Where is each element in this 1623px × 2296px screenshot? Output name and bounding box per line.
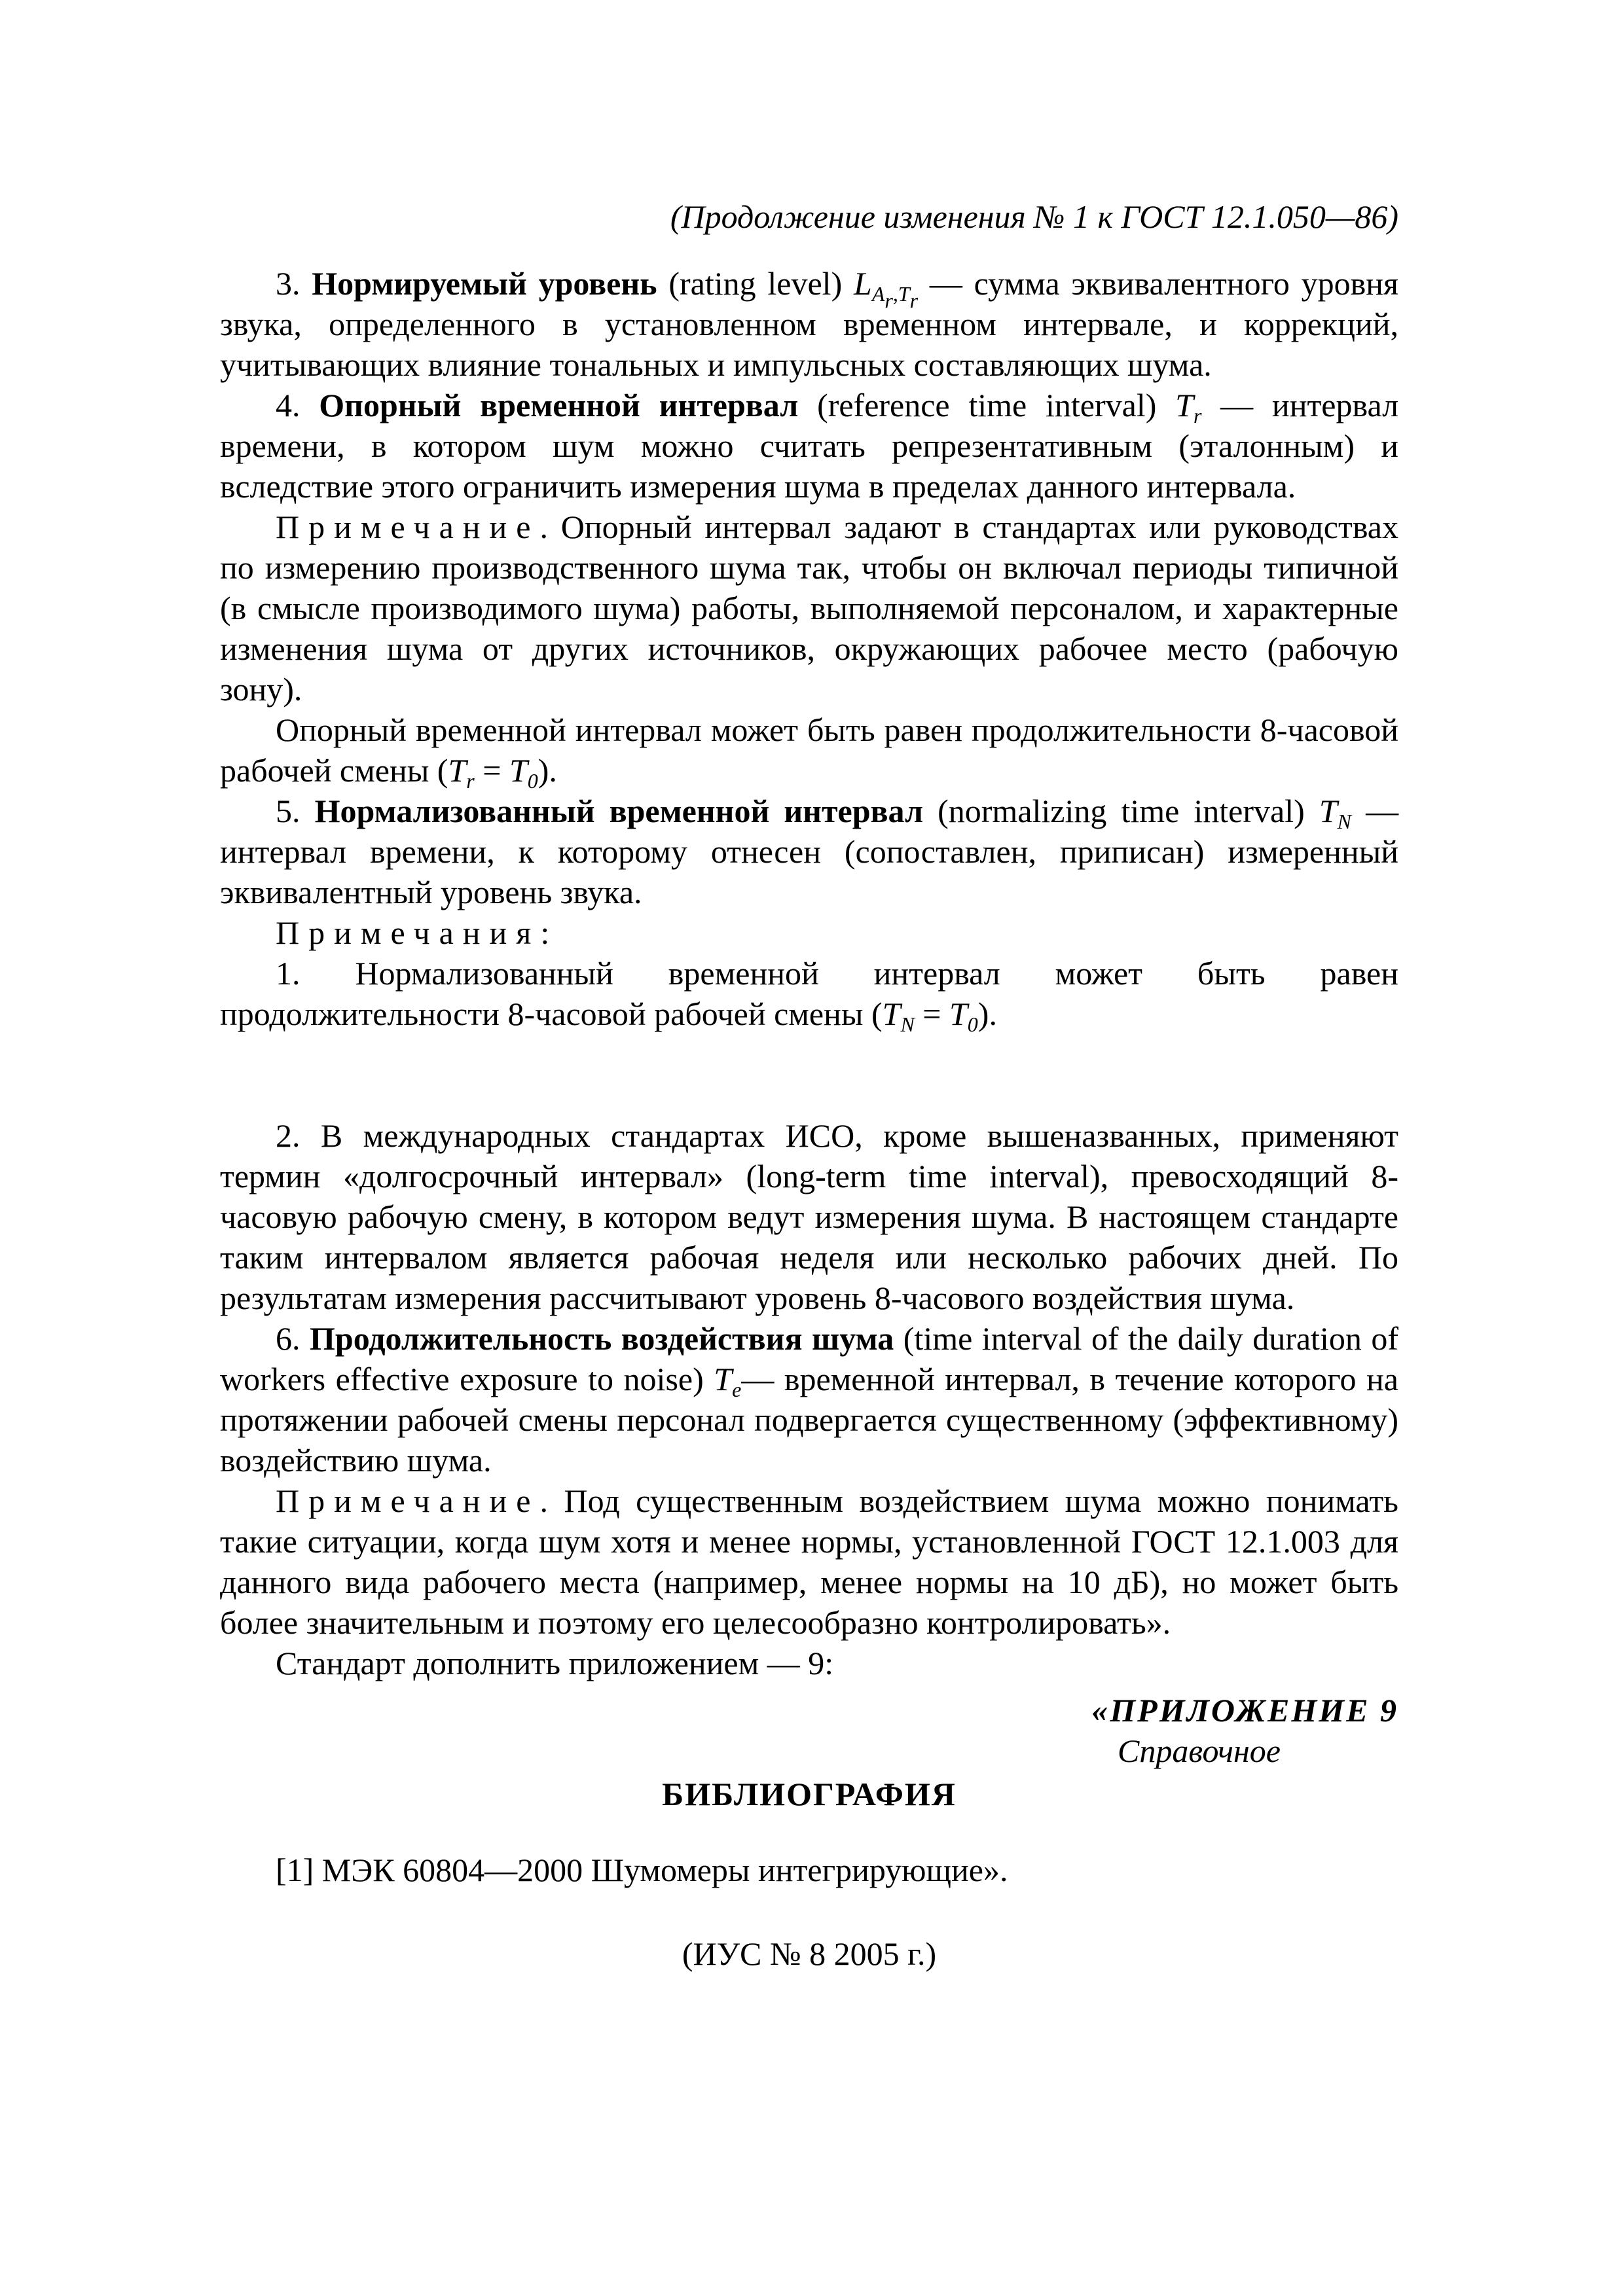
- item-5-term: Нормализованный временной интервал: [314, 793, 924, 829]
- bibliography-title: БИБЛИОГРАФИЯ: [662, 1776, 957, 1812]
- item-4-symbol: $T_r$: [1175, 387, 1202, 427]
- note-4: [220, 507, 1398, 709]
- item-4-en: (reference time interval): [817, 387, 1157, 423]
- item-4-number: 4.: [276, 387, 301, 423]
- spacer: [220, 1034, 1398, 1115]
- bibliography-ref-1: [1] МЭК 60804—2000 Шумомеры интегрирующие».: [276, 1852, 1008, 1888]
- note-4-text: . Опорный интервал задают в стандартах или руководствах по измерению производственного шума так, чтобы он включал периоды типичной (в смысле производимого шума) работы, выполняемой персоналом, и характерные изменения шума от других источников, окружающих рабочее место (рабочую зону).: [220, 509, 1398, 708]
- supplement-line: Стандарт дополнить приложением — 9:: [276, 1645, 834, 1681]
- item-3-symbol: $L_{A_r,T_r}$: [854, 265, 919, 312]
- item-5-number: 5.: [276, 793, 301, 829]
- item-5-symbol: $T_N$: [1319, 793, 1351, 833]
- note-4-label: Примечание: [276, 509, 540, 545]
- appendix-subtitle: Справочное: [1118, 1732, 1281, 1769]
- note-4b: Опорный временной интервал может быть равен продолжительности 8-часовой рабочей смены $(T_r = T_0)$.: [220, 711, 1398, 793]
- item-4: [220, 385, 1398, 507]
- item-6: [220, 1318, 1398, 1480]
- ius-reference: (ИУС № 8 2005 г.): [682, 1935, 937, 1972]
- note-6: [220, 1480, 1398, 1643]
- item-6-en: (time interval of the daily duration of workers effective exposure to noise): [220, 1320, 1398, 1397]
- item-3-en: (rating level): [668, 265, 843, 302]
- item-3-term: Нормируемый уровень: [312, 265, 657, 302]
- note-5-1: 1. Нормализованный временной интервал может быть равен продолжительности 8-часовой рабочей смены $(T_N = T_0)$.: [220, 955, 1398, 1036]
- note-6-text: . Под существенным воздействием шума можно понимать такие ситуации, когда шум хотя и менее нормы, установленной ГОСТ 12.1.003 для данного вида рабочего места (например, менее нормы на 10 дБ), но может быть более значительным и поэтому его целесообразно контролировать».: [220, 1482, 1398, 1641]
- page-header: (Продолжение изменения № 1 к ГОСТ 12.1.050—86): [670, 198, 1398, 235]
- item-5: [220, 791, 1398, 912]
- item-6-text: — временной интервал, в течение которого на протяжении рабочей смены персонал подвергается существенному (эффективному) воздействию шума.: [220, 1361, 1399, 1479]
- item-5-en: (normalizing time interval): [938, 793, 1305, 829]
- notes-5-label: Примечания:: [276, 914, 550, 951]
- note-5-2: 2. В международных стандартах ИСО, кроме вышеназванных, применяют термин «долгосрочный интервал» (long-term time interval), превосходящий 8-часовую рабочую смену, в котором ведут измерения шума. В настоящем стандарте таким интервалом является рабочая неделя или несколько рабочих дней. По результатам измерения рассчитывают уровень 8-часового воздействия шума.: [220, 1117, 1398, 1316]
- document-page: [220, 196, 1398, 1974]
- item-6-term: Продолжительность воздействия шума: [310, 1320, 894, 1357]
- item-6-symbol: $T_e$: [714, 1361, 742, 1401]
- item-3-number: 3.: [276, 265, 301, 302]
- item-3-text: — сумма эквивалентного уровня звука, определенного в установленном временном интервале, и коррекций, учитывающих влияние тональных и импульсных составляющих шума.: [220, 265, 1399, 383]
- item-3: [220, 263, 1398, 385]
- item-5-text: — интервал времени, к которому отнесен (сопоставлен, приписан) измеренный эквивалентный уровень звука.: [220, 793, 1399, 910]
- appendix-heading: [220, 1690, 1398, 1771]
- item-4-text: — интервал времени, в котором шум можно считать репрезентативным (эталонным) и вследствие этого ограничить измерения шума в пределах данного интервала.: [220, 387, 1399, 505]
- item-6-number: 6.: [276, 1320, 301, 1357]
- note-6-label: Примечание: [276, 1482, 540, 1519]
- item-4-term: Опорный временной интервал: [319, 387, 799, 423]
- appendix-title: «ПРИЛОЖЕНИЕ 9: [1091, 1692, 1398, 1729]
